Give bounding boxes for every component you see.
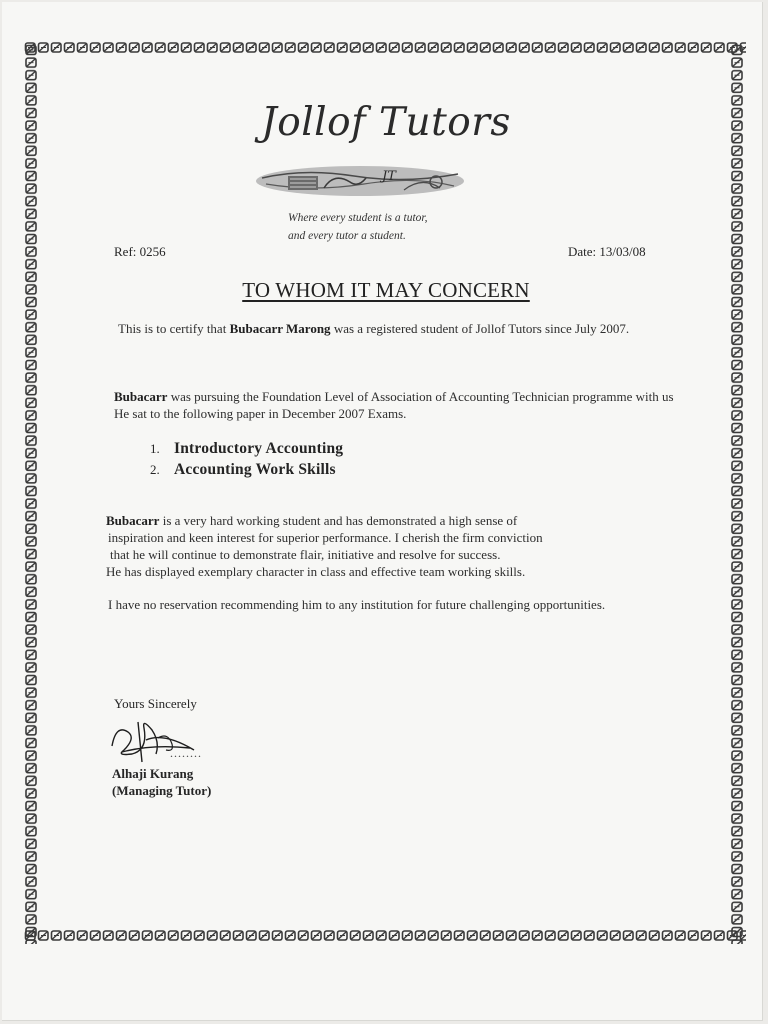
character-paragraph [106, 512, 686, 580]
para1-suffix: was a registered student of Jollof Tutors since July 2007. [330, 321, 630, 336]
course-number: 2. [150, 462, 160, 477]
list-item [150, 438, 343, 459]
list-item [150, 459, 343, 480]
para1-prefix: This is to certify that [118, 321, 230, 336]
tagline [288, 209, 508, 245]
para3-student-name: Bubacarr [106, 513, 160, 528]
decorative-border-right [728, 44, 746, 944]
recommendation-paragraph: I have no reservation recommending him to any institution for future challenging opportunities. [108, 597, 606, 612]
signer-title: (Managing Tutor) [112, 783, 212, 798]
programme-paragraph [114, 388, 674, 422]
decorative-border-left [22, 44, 40, 944]
course-list [150, 438, 343, 480]
para2-text: was pursuing the Foundation Level of Association of Accounting Technician programme with us He sat to the following paper in December 2007 Exams. [114, 389, 674, 421]
course-number: 1. [150, 441, 160, 456]
letter-date: Date: 13/03/08 [568, 244, 646, 259]
student-name: Bubacarr Marong [229, 321, 331, 336]
closing-salutation: Yours Sincerely [114, 696, 197, 711]
course-name: Accounting Work Skills [174, 461, 336, 478]
tagline-line-1: Where every student is a tutor, [288, 212, 428, 224]
decorative-border-bottom [24, 928, 746, 944]
reference-number: Ref: 0256 [114, 244, 166, 259]
emblem-initials: JT [382, 169, 396, 184]
certification-paragraph [118, 320, 658, 337]
para3-line-4: He has displayed exemplary character in class and effective team working skills. [106, 564, 526, 579]
para3-line-1 [106, 512, 686, 529]
para3-line-1-text: is a very hard working student and has demonstrated a high sense of [159, 513, 518, 528]
certificate-page [2, 2, 763, 1021]
para3-line-2: inspiration and keen interest for superior performance. I cherish the firm conviction [108, 530, 543, 545]
quill-emblem-icon [254, 162, 466, 202]
course-name: Introductory Accounting [174, 440, 344, 457]
organization-logo-title: Jollof Tutors [261, 100, 511, 145]
tagline-line-2: and every tutor a student. [288, 230, 406, 242]
signature-line-dots: ........ [170, 746, 202, 760]
decorative-border-top [24, 40, 746, 56]
signer-name: Alhaji Kurang [112, 766, 194, 781]
para3-line-3: that he will continue to demonstrate flair, initiative and resolve for success. [110, 547, 501, 562]
letter-heading-text: TO WHOM IT MAY CONCERN [242, 278, 530, 302]
para2-student-name: Bubacarr [114, 389, 168, 404]
letter-heading [2, 278, 763, 303]
